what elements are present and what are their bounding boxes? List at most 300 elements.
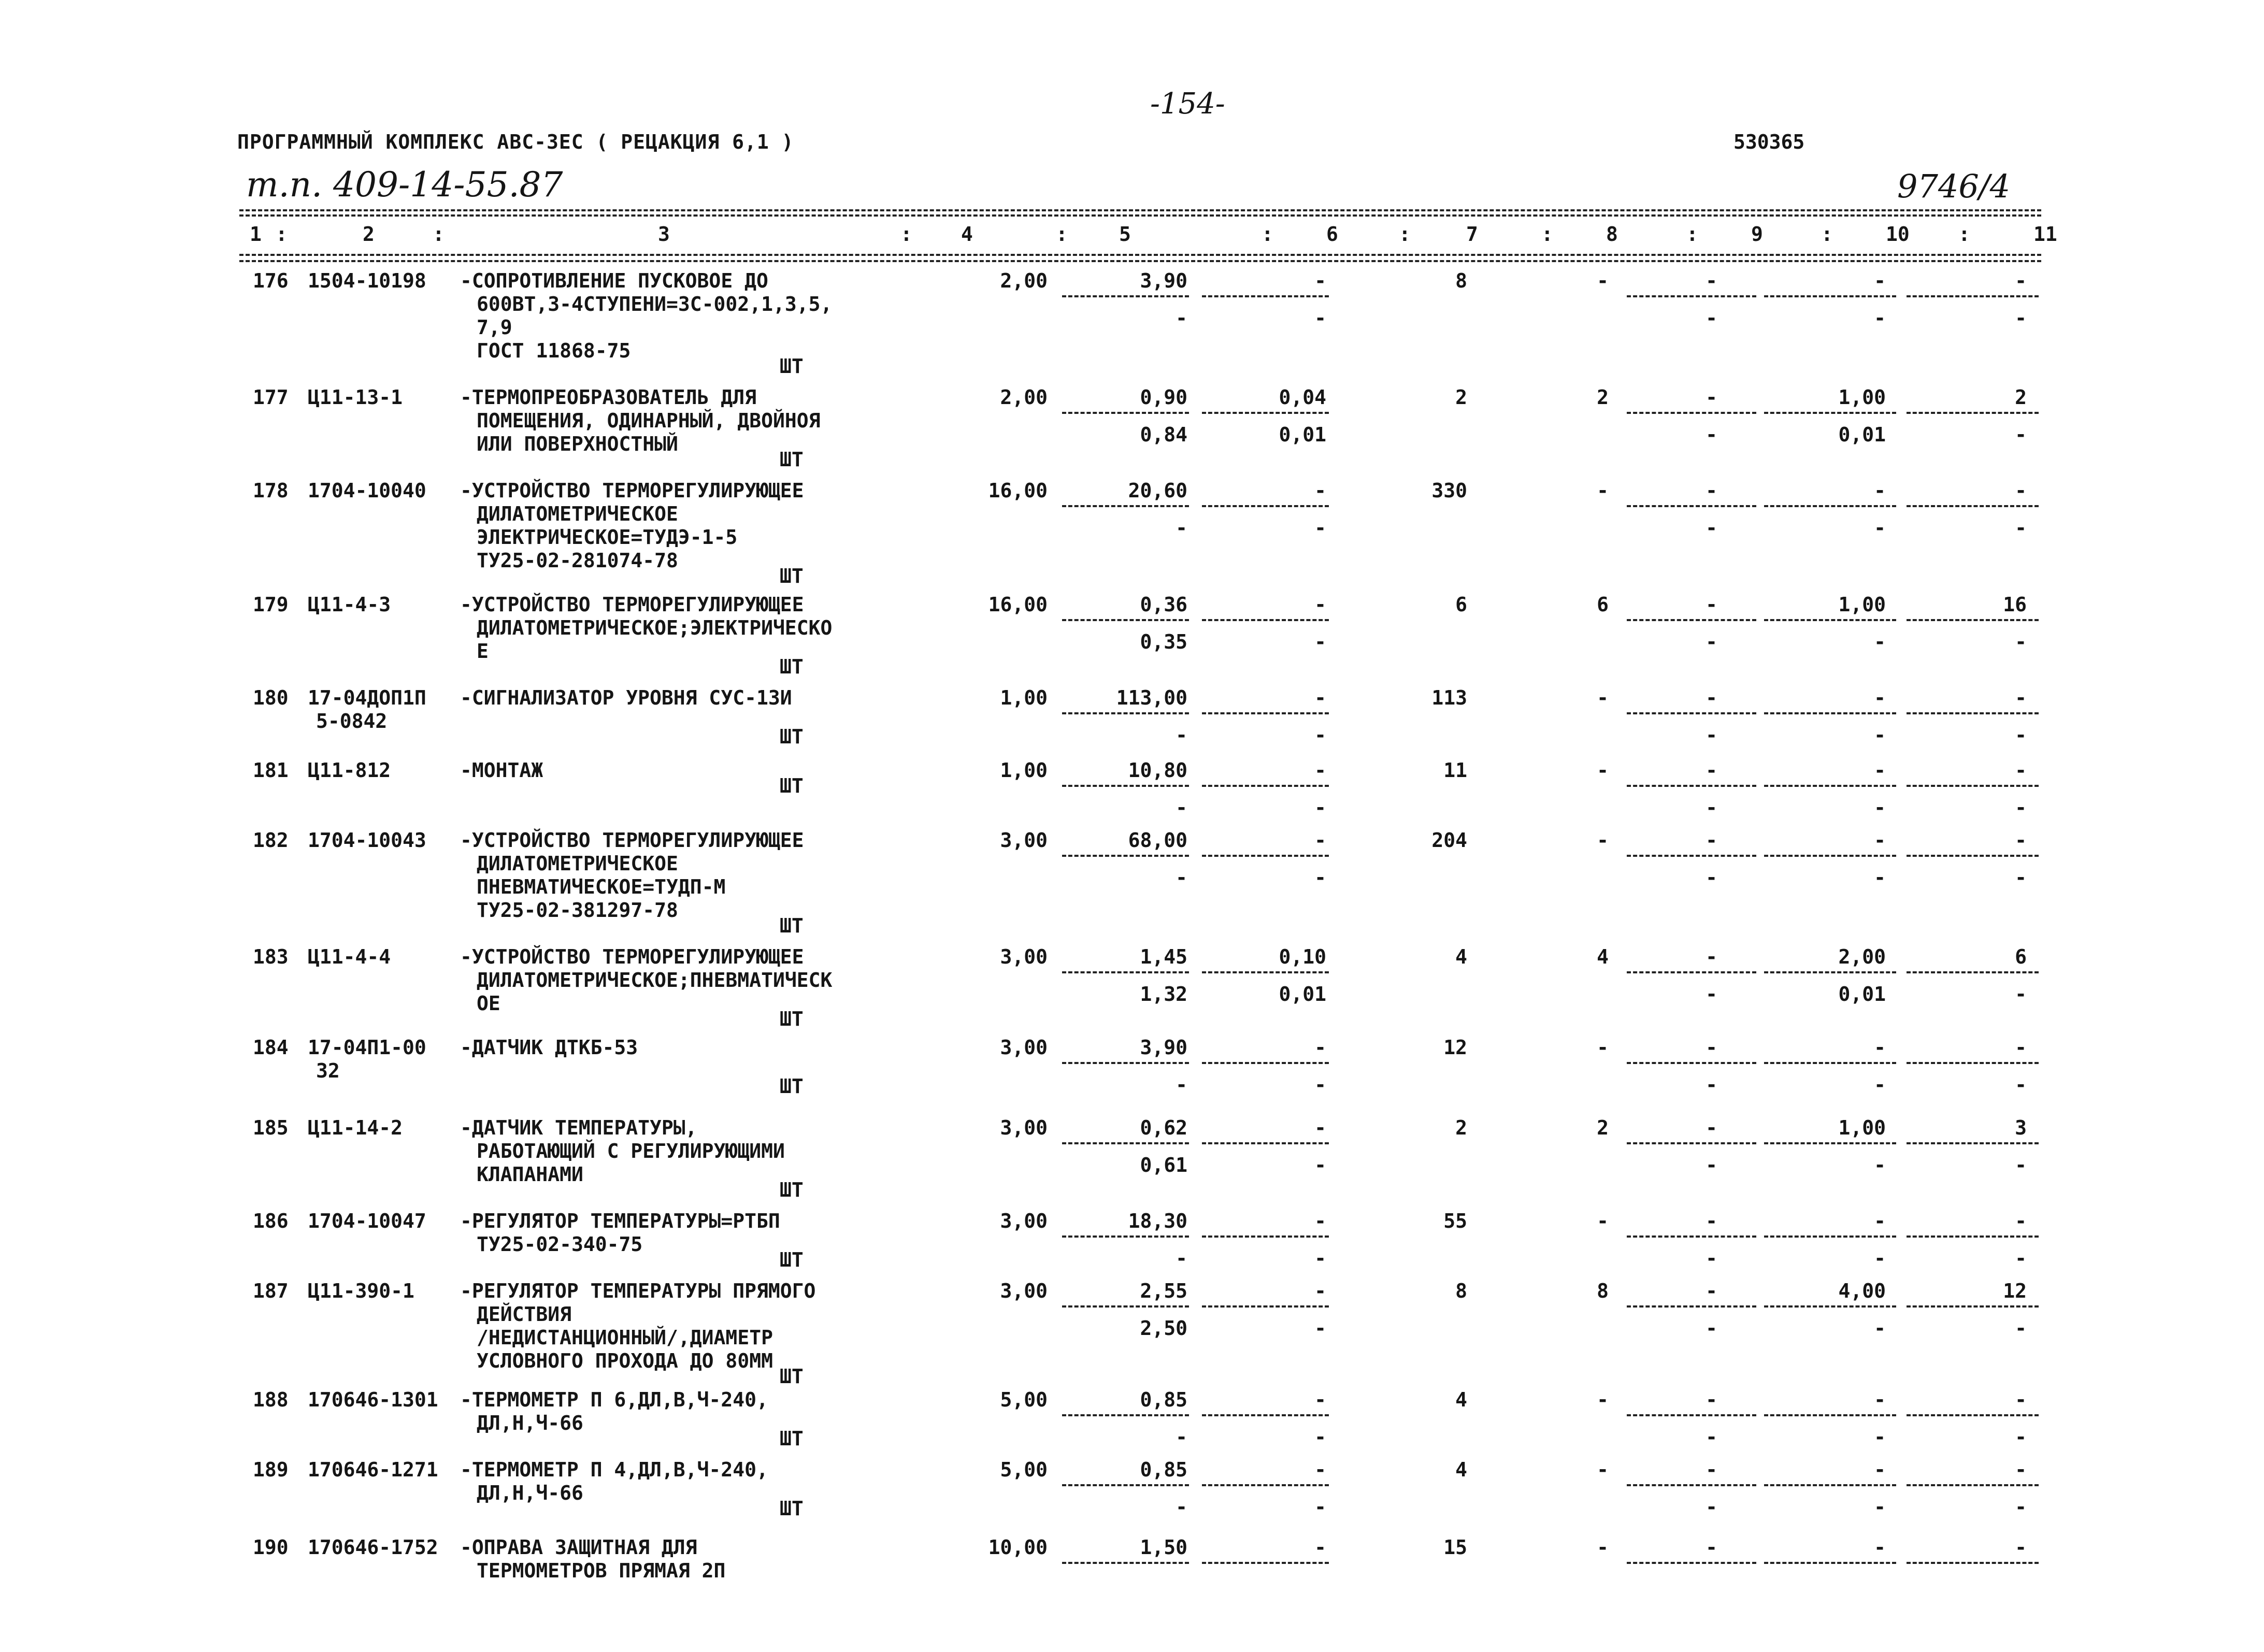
unit-cost: 3,90	[1140, 1036, 1187, 1059]
col10-sub: 0,01	[1838, 983, 1886, 1005]
row-number: 182	[253, 829, 289, 852]
labor-cost-sub: 0,01	[1279, 983, 1326, 1005]
subtotal-divider	[1202, 712, 1329, 714]
total-cost: 8	[1455, 269, 1467, 292]
item-code: Ц11-13-1	[308, 386, 403, 409]
item-code: 1704-10040	[308, 479, 426, 502]
col9-sub: -	[1706, 307, 1717, 329]
unit-label: ШТ	[780, 725, 804, 748]
labor-cost-sub: -	[1314, 1073, 1326, 1096]
subtotal-divider	[1907, 295, 2039, 297]
column-header-9: 9	[1751, 223, 1763, 246]
total-labor: -	[1597, 759, 1609, 782]
labor-cost: -	[1314, 593, 1326, 616]
total-cost: 6	[1455, 593, 1467, 616]
subtotal-divider	[1907, 785, 2039, 787]
col11-sub: -	[2015, 866, 2027, 889]
item-name: -УСТРОЙСТВО ТЕРМОРЕГУЛИРУЮЩЕЕ	[460, 593, 804, 616]
col10-value: -	[1874, 1458, 1886, 1481]
unit-label: ШТ	[780, 1179, 804, 1201]
unit-cost-sub: -	[1176, 1426, 1187, 1448]
labor-cost-sub: -	[1314, 307, 1326, 329]
row-number: 184	[253, 1036, 289, 1059]
subtotal-divider	[1627, 712, 1756, 714]
unit-cost-sub: -	[1176, 866, 1187, 889]
subtotal-divider	[1627, 1414, 1756, 1416]
col9-value: -	[1706, 1116, 1717, 1139]
subtotal-divider	[1907, 412, 2039, 414]
total-labor: -	[1597, 829, 1609, 852]
subtotal-divider	[1627, 1062, 1756, 1064]
col11-sub: -	[2015, 983, 2027, 1005]
top-rule-2	[239, 214, 2041, 217]
item-name: -СОПРОТИВЛЕНИЕ ПУСКОВОЕ ДО	[460, 269, 768, 292]
labor-cost-sub: -	[1314, 724, 1326, 746]
unit-cost-sub: 1,32	[1140, 983, 1187, 1005]
labor-cost: -	[1314, 1210, 1326, 1232]
col11-sub: -	[2015, 516, 2027, 539]
unit-cost-sub: -	[1176, 796, 1187, 819]
unit-cost: 20,60	[1128, 479, 1187, 502]
col11-value: 2	[2015, 386, 2027, 409]
labor-cost-sub: -	[1314, 1154, 1326, 1176]
unit-cost: 68,00	[1128, 829, 1187, 852]
row-number: 186	[253, 1210, 289, 1232]
col11-sub: -	[2015, 1426, 2027, 1448]
item-name: Е	[477, 640, 489, 663]
subtotal-divider	[1907, 1142, 2039, 1144]
unit-label: ШТ	[780, 914, 804, 937]
column-header-10: 10	[1886, 223, 1910, 246]
quantity: 3,00	[1000, 945, 1048, 968]
subtotal-divider	[1062, 855, 1189, 857]
unit-cost-sub: 0,61	[1140, 1154, 1187, 1176]
subtotal-divider	[1062, 1414, 1189, 1416]
unit-cost-sub: 0,84	[1140, 423, 1187, 446]
total-cost: 15	[1443, 1536, 1467, 1559]
col9-sub: -	[1706, 724, 1717, 746]
unit-cost: 10,80	[1128, 759, 1187, 782]
column-header-5: 5	[1119, 223, 1131, 246]
labor-cost: -	[1314, 1036, 1326, 1059]
row-number: 187	[253, 1280, 289, 1302]
subtotal-divider	[1764, 971, 1896, 973]
col10-sub: -	[1874, 1154, 1886, 1176]
unit-cost: 0,62	[1140, 1116, 1187, 1139]
unit-label: ШТ	[780, 565, 804, 587]
col9-value: -	[1706, 829, 1717, 852]
subtotal-divider	[1627, 1484, 1756, 1486]
subtotal-divider	[1062, 1142, 1189, 1144]
item-name: ОЕ	[477, 992, 500, 1015]
unit-cost-sub: -	[1176, 1496, 1187, 1518]
subtotal-divider	[1202, 855, 1329, 857]
item-name: -УСТРОЙСТВО ТЕРМОРЕГУЛИРУЮЩЕЕ	[460, 479, 804, 502]
unit-cost: 18,30	[1128, 1210, 1187, 1232]
item-name: ДЛ,Н,Ч-66	[477, 1412, 583, 1434]
total-cost: 4	[1455, 1458, 1467, 1481]
item-name: ТУ25-02-340-75	[477, 1233, 643, 1256]
unit-cost: 2,55	[1140, 1280, 1187, 1302]
page-number: -154-	[1150, 87, 1225, 121]
subtotal-divider	[1764, 785, 1896, 787]
subtotal-divider	[1627, 971, 1756, 973]
quantity: 16,00	[988, 479, 1048, 502]
subtotal-divider	[1907, 855, 2039, 857]
item-code: 17-04ДОП1П	[308, 686, 426, 709]
quantity: 3,00	[1000, 1116, 1048, 1139]
col11-value: -	[2015, 1536, 2027, 1559]
total-labor: 2	[1597, 386, 1609, 409]
subtotal-divider	[1907, 505, 2039, 507]
unit-cost: 3,90	[1140, 269, 1187, 292]
item-name: ДИЛАТОМЕТРИЧЕСКОЕ;ПНЕВМАТИЧЕСК	[477, 969, 833, 992]
col10-sub: -	[1874, 1426, 1886, 1448]
unit-cost: 0,85	[1140, 1458, 1187, 1481]
unit-label: ШТ	[780, 1427, 804, 1450]
total-labor: 8	[1597, 1280, 1609, 1302]
labor-cost: -	[1314, 269, 1326, 292]
column-header-8: 8	[1606, 223, 1618, 246]
item-code: Ц11-390-1	[308, 1280, 414, 1302]
subtotal-divider	[1202, 1414, 1329, 1416]
subtotal-divider	[1202, 1142, 1329, 1144]
subtotal-divider	[1202, 1562, 1329, 1564]
item-name: -ОПРАВА ЗАЩИТНАЯ ДЛЯ	[460, 1536, 697, 1559]
subtotal-divider	[1627, 785, 1756, 787]
total-labor: -	[1597, 269, 1609, 292]
subtotal-divider	[1202, 1484, 1329, 1486]
subtotal-divider	[1764, 1562, 1896, 1564]
col9-sub: -	[1706, 516, 1717, 539]
subtotal-divider	[1062, 295, 1189, 297]
labor-cost-sub: -	[1314, 630, 1326, 653]
col11-sub: -	[2015, 796, 2027, 819]
item-name: -ДАТЧИК ДТКБ-53	[460, 1036, 638, 1059]
item-code: Ц11-4-3	[308, 593, 391, 616]
total-cost: 11	[1443, 759, 1467, 782]
total-labor: 2	[1597, 1116, 1609, 1139]
unit-label: ШТ	[780, 1075, 804, 1098]
item-code: 1704-10043	[308, 829, 426, 852]
labor-cost-sub: -	[1314, 1426, 1326, 1448]
column-separator: :	[1056, 223, 1068, 246]
row-number: 188	[253, 1388, 289, 1411]
labor-cost-sub: 0,01	[1279, 423, 1326, 446]
subtotal-divider	[1907, 971, 2039, 973]
col10-value: 1,00	[1838, 1116, 1886, 1139]
col11-sub: -	[2015, 307, 2027, 329]
labor-cost: 0,10	[1279, 945, 1326, 968]
col11-value: 3	[2015, 1116, 2027, 1139]
total-labor: 6	[1597, 593, 1609, 616]
item-name: -РЕГУЛЯТОР ТЕМПЕРАТУРЫ ПРЯМОГО	[460, 1280, 816, 1302]
item-name: -ДАТЧИК ТЕМПЕРАТУРЫ,	[460, 1116, 697, 1139]
col9-sub: -	[1706, 983, 1717, 1005]
col10-value: 1,00	[1838, 386, 1886, 409]
unit-label: ШТ	[780, 1008, 804, 1030]
subtotal-divider	[1202, 971, 1329, 973]
subtotal-divider	[1062, 785, 1189, 787]
col10-sub: 0,01	[1838, 423, 1886, 446]
col10-sub: -	[1874, 1317, 1886, 1340]
item-name: ДИЛАТОМЕТРИЧЕСКОЕ	[477, 502, 678, 525]
subtotal-divider	[1764, 1236, 1896, 1238]
document-code: 530365	[1733, 131, 1805, 153]
row-number: 181	[253, 759, 289, 782]
unit-label: ШТ	[780, 355, 804, 378]
labor-cost: -	[1314, 686, 1326, 709]
unit-cost-sub: -	[1176, 1247, 1187, 1270]
item-code: 170646-1752	[308, 1536, 438, 1559]
header-rule-2	[239, 260, 2041, 262]
col11-value: 16	[2003, 593, 2027, 616]
subtotal-divider	[1202, 1305, 1329, 1308]
col10-value: -	[1874, 829, 1886, 852]
col11-sub: -	[2015, 423, 2027, 446]
col10-value: -	[1874, 686, 1886, 709]
subtotal-divider	[1764, 1484, 1896, 1486]
column-header-1: 1	[250, 223, 262, 246]
col10-value: 1,00	[1838, 593, 1886, 616]
unit-cost-sub: -	[1176, 1073, 1187, 1096]
subtotal-divider	[1062, 1062, 1189, 1064]
quantity: 3,00	[1000, 1036, 1048, 1059]
col10-value: 4,00	[1838, 1280, 1886, 1302]
item-name: ДЕЙСТВИЯ	[477, 1303, 572, 1326]
subtotal-divider	[1062, 971, 1189, 973]
unit-cost-sub: 0,35	[1140, 630, 1187, 653]
total-labor: -	[1597, 686, 1609, 709]
subtotal-divider	[1627, 1562, 1756, 1564]
item-name: -УСТРОЙСТВО ТЕРМОРЕГУЛИРУЮЩЕЕ	[460, 945, 804, 968]
item-name: ТУ25-02-281074-78	[477, 549, 678, 572]
col11-value: -	[2015, 1388, 2027, 1411]
subtotal-divider	[1202, 505, 1329, 507]
subtotal-divider	[1627, 505, 1756, 507]
reference-number: 9746/4	[1897, 167, 2011, 205]
col11-value: 6	[2015, 945, 2027, 968]
col11-value: -	[2015, 759, 2027, 782]
subtotal-divider	[1062, 1562, 1189, 1564]
col11-value: -	[2015, 479, 2027, 502]
item-code: 32	[316, 1059, 340, 1082]
row-number: 179	[253, 593, 289, 616]
col11-sub: -	[2015, 1317, 2027, 1340]
col9-sub: -	[1706, 1247, 1717, 1270]
col9-value: -	[1706, 686, 1717, 709]
subtotal-divider	[1764, 1142, 1896, 1144]
subtotal-divider	[1202, 412, 1329, 414]
item-name: ДИЛАТОМЕТРИЧЕСКОЕ	[477, 852, 678, 875]
item-name: -РЕГУЛЯТОР ТЕМПЕРАТУРЫ=РТБП	[460, 1210, 780, 1232]
col9-value: -	[1706, 269, 1717, 292]
subtotal-divider	[1907, 1236, 2039, 1238]
col9-value: -	[1706, 759, 1717, 782]
total-cost: 2	[1455, 1116, 1467, 1139]
labor-cost: -	[1314, 479, 1326, 502]
row-number: 176	[253, 269, 289, 292]
column-separator: :	[1821, 223, 1833, 246]
column-separator: :	[276, 223, 288, 246]
unit-label: ШТ	[780, 448, 804, 471]
row-number: 180	[253, 686, 289, 709]
unit-cost: 0,36	[1140, 593, 1187, 616]
labor-cost: 0,04	[1279, 386, 1326, 409]
col10-value: -	[1874, 1536, 1886, 1559]
col9-value: -	[1706, 1388, 1717, 1411]
column-separator: :	[1958, 223, 1970, 246]
col9-sub: -	[1706, 866, 1717, 889]
col10-value: -	[1874, 1036, 1886, 1059]
labor-cost: -	[1314, 829, 1326, 852]
subtotal-divider	[1907, 1484, 2039, 1486]
total-labor: 4	[1597, 945, 1609, 968]
column-header-3: 3	[658, 223, 670, 246]
item-name: ТЕРМОМЕТРОВ ПРЯМАЯ 2П	[477, 1559, 726, 1582]
item-name: ИЛИ ПОВЕРХНОСТНЫЙ	[477, 433, 678, 455]
col9-value: -	[1706, 386, 1717, 409]
subtotal-divider	[1062, 412, 1189, 414]
labor-cost: -	[1314, 759, 1326, 782]
unit-label: ШТ	[780, 1497, 804, 1520]
item-name: КЛАПАНАМИ	[477, 1163, 583, 1186]
column-header-11: 11	[2033, 223, 2057, 246]
item-code: 17-04П1-00	[308, 1036, 426, 1059]
quantity: 3,00	[1000, 1280, 1048, 1302]
col9-value: -	[1706, 593, 1717, 616]
subtotal-divider	[1907, 619, 2039, 621]
labor-cost: -	[1314, 1458, 1326, 1481]
item-name: РАБОТАЮЩИЙ С РЕГУЛИРУЮЩИМИ	[477, 1140, 785, 1162]
item-code: 1504-10198	[308, 269, 426, 292]
column-separator: :	[433, 223, 445, 246]
col11-value: -	[2015, 829, 2027, 852]
total-labor: -	[1597, 1388, 1609, 1411]
col9-sub: -	[1706, 630, 1717, 653]
col10-sub: -	[1874, 1496, 1886, 1518]
item-name: ЭЛЕКТРИЧЕСКОЕ=ТУДЭ-1-5	[477, 526, 738, 549]
col9-sub: -	[1706, 1317, 1717, 1340]
col11-value: -	[2015, 1210, 2027, 1232]
total-cost: 12	[1443, 1036, 1467, 1059]
subtotal-divider	[1062, 1484, 1189, 1486]
col9-sub: -	[1706, 1154, 1717, 1176]
subtotal-divider	[1764, 505, 1896, 507]
quantity: 3,00	[1000, 829, 1048, 852]
subtotal-divider	[1202, 1062, 1329, 1064]
column-header-2: 2	[363, 223, 375, 246]
item-name: ДЛ,Н,Ч-66	[477, 1482, 583, 1504]
unit-label: ШТ	[780, 1365, 804, 1388]
quantity: 1,00	[1000, 686, 1048, 709]
col11-sub: -	[2015, 1154, 2027, 1176]
labor-cost-sub: -	[1314, 866, 1326, 889]
subtotal-divider	[1627, 1305, 1756, 1308]
item-code: 170646-1271	[308, 1458, 438, 1481]
labor-cost: -	[1314, 1280, 1326, 1302]
column-separator: :	[1541, 223, 1553, 246]
total-labor: -	[1597, 479, 1609, 502]
item-code: 170646-1301	[308, 1388, 438, 1411]
col9-sub: -	[1706, 1073, 1717, 1096]
unit-cost: 113,00	[1116, 686, 1187, 709]
row-number: 189	[253, 1458, 289, 1481]
col10-value: -	[1874, 1210, 1886, 1232]
unit-cost-sub: -	[1176, 724, 1187, 746]
subtotal-divider	[1202, 295, 1329, 297]
top-rule	[239, 209, 2041, 211]
row-number: 183	[253, 945, 289, 968]
labor-cost: -	[1314, 1116, 1326, 1139]
column-header-4: 4	[961, 223, 973, 246]
col10-sub: -	[1874, 307, 1886, 329]
subtotal-divider	[1202, 619, 1329, 621]
unit-cost-sub: 2,50	[1140, 1317, 1187, 1340]
col9-value: -	[1706, 479, 1717, 502]
item-code: 5-0842	[316, 710, 388, 732]
quantity: 16,00	[988, 593, 1048, 616]
col10-value: -	[1874, 479, 1886, 502]
row-number: 178	[253, 479, 289, 502]
labor-cost-sub: -	[1314, 796, 1326, 819]
quantity: 10,00	[988, 1536, 1048, 1559]
subtotal-divider	[1764, 295, 1896, 297]
program-header: ПРОГРАММНЫЙ КОМПЛЕКС АВС-3ЕС ( РЕЦАКЦИЯ 6,1 )	[237, 131, 794, 153]
col9-sub: -	[1706, 796, 1717, 819]
total-cost: 113	[1431, 686, 1467, 709]
col10-sub: -	[1874, 724, 1886, 746]
labor-cost: -	[1314, 1388, 1326, 1411]
project-number: т.п. 409-14-55.87	[246, 165, 563, 205]
unit-cost: 1,45	[1140, 945, 1187, 968]
col11-sub: -	[2015, 1073, 2027, 1096]
column-separator: :	[1262, 223, 1273, 246]
row-number: 177	[253, 386, 289, 409]
subtotal-divider	[1764, 1414, 1896, 1416]
item-name: УСЛОВНОГО ПРОХОДА ДО 80ММ	[477, 1349, 773, 1372]
item-name: 7,9	[477, 316, 512, 339]
item-name: /НЕДИСТАНЦИОННЫЙ/,ДИАМЕТР	[477, 1326, 773, 1349]
subtotal-divider	[1062, 619, 1189, 621]
subtotal-divider	[1627, 1236, 1756, 1238]
col9-value: -	[1706, 1210, 1717, 1232]
item-code: Ц11-14-2	[308, 1116, 403, 1139]
subtotal-divider	[1764, 855, 1896, 857]
col10-sub: -	[1874, 516, 1886, 539]
subtotal-divider	[1627, 619, 1756, 621]
subtotal-divider	[1627, 412, 1756, 414]
col11-sub: -	[2015, 1496, 2027, 1518]
subtotal-divider	[1062, 712, 1189, 714]
total-cost: 8	[1455, 1280, 1467, 1302]
col10-value: -	[1874, 759, 1886, 782]
unit-cost: 0,90	[1140, 386, 1187, 409]
item-name: -ТЕРМОМЕТР П 6,ДЛ,В,Ч-240,	[460, 1388, 768, 1411]
total-labor: -	[1597, 1210, 1609, 1232]
subtotal-divider	[1907, 712, 2039, 714]
col11-value: -	[2015, 1458, 2027, 1481]
subtotal-divider	[1627, 1142, 1756, 1144]
total-cost: 4	[1455, 945, 1467, 968]
item-name: ПОМЕЩЕНИЯ, ОДИНАРНЫЙ, ДВОЙНОЯ	[477, 409, 821, 432]
subtotal-divider	[1202, 1236, 1329, 1238]
subtotal-divider	[1627, 855, 1756, 857]
column-separator: :	[900, 223, 912, 246]
total-labor: -	[1597, 1536, 1609, 1559]
col11-value: -	[2015, 269, 2027, 292]
col10-sub: -	[1874, 1247, 1886, 1270]
